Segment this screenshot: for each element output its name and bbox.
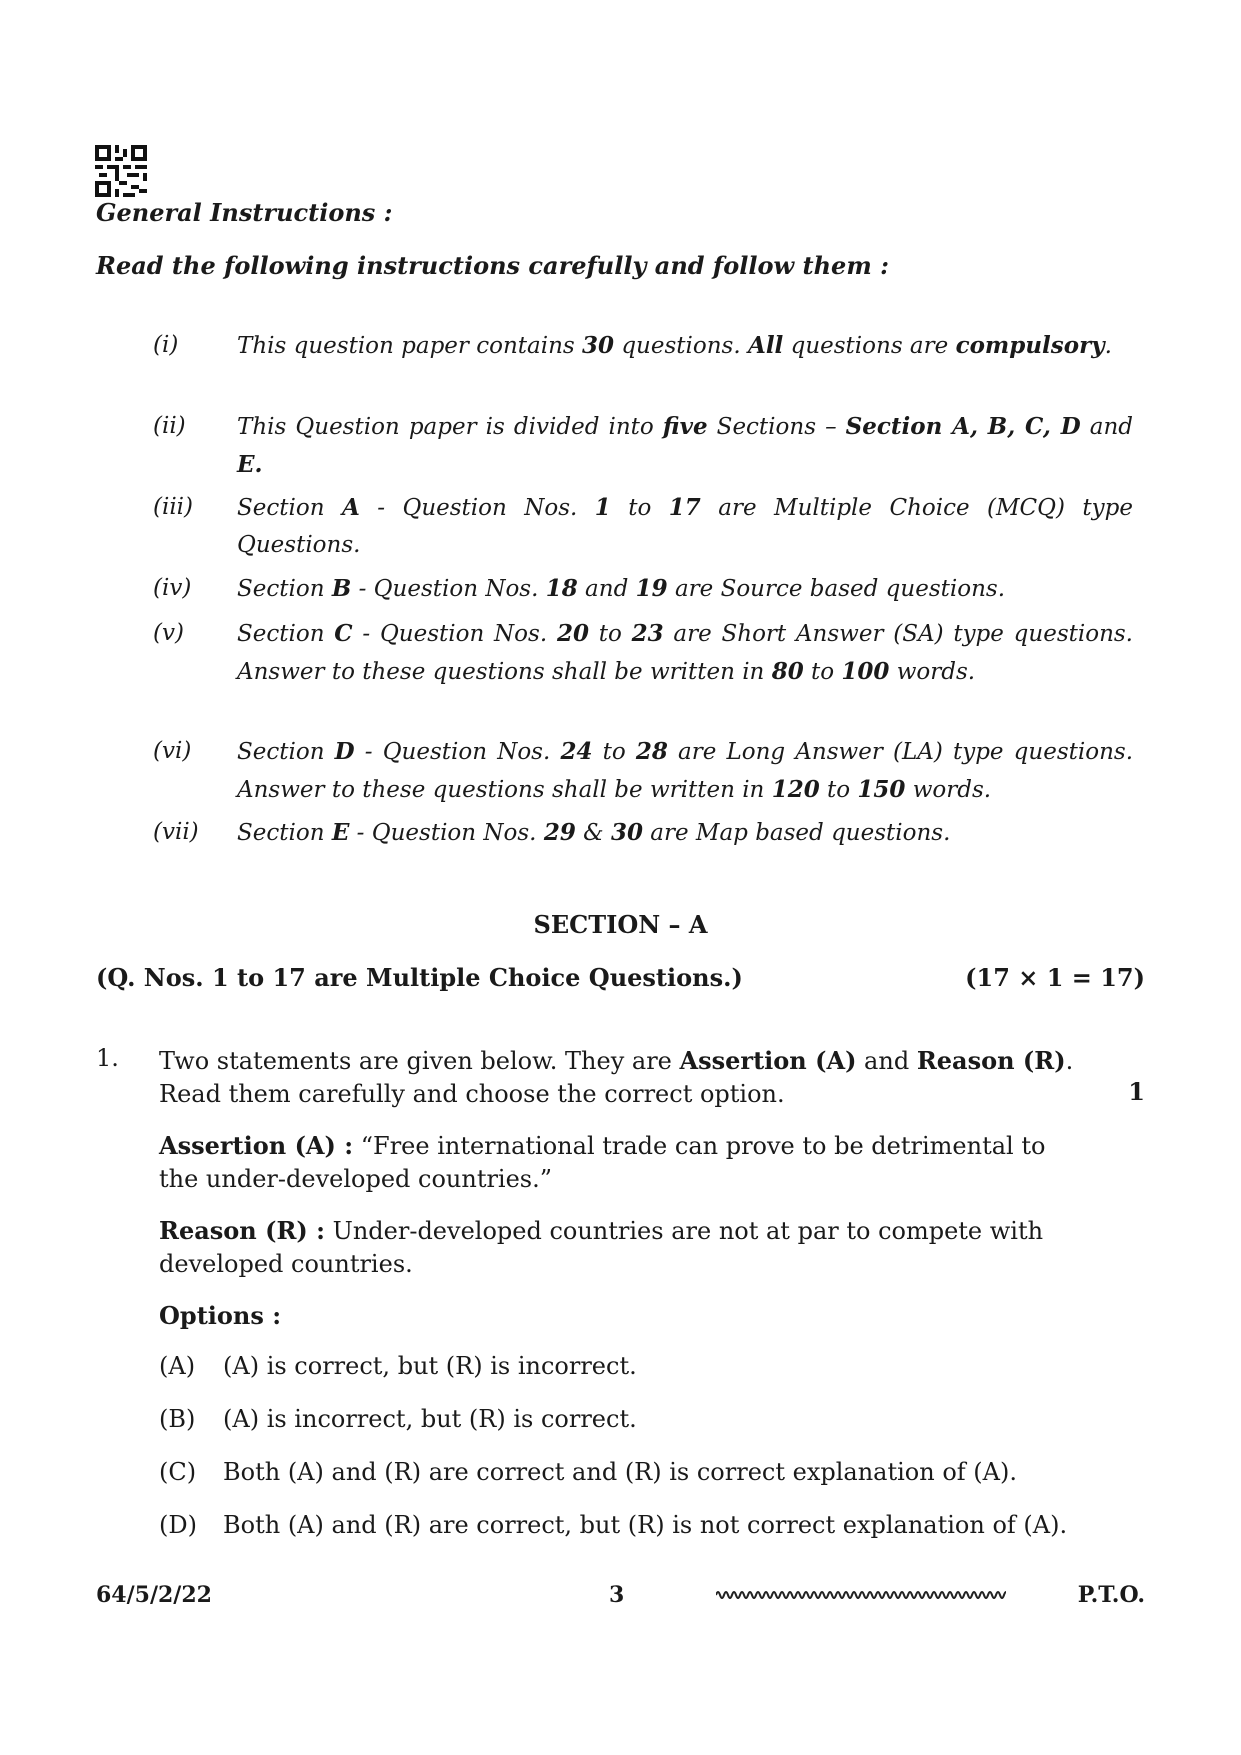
option-letter: (D) (159, 1511, 197, 1539)
text-run: are Source based questions. (667, 576, 1006, 602)
option-text: Both (A) and (R) are correct, but (R) is not correct explanation of (A). (223, 1511, 1068, 1539)
bold-text: 100 (841, 658, 890, 685)
text-run: Sections – (707, 414, 846, 440)
bold-text: B (331, 575, 352, 602)
text-run: - Question Nos. (349, 820, 544, 846)
option-text: (A) is correct, but (R) is incorrect. (223, 1352, 637, 1380)
text-run: questions are (783, 333, 956, 359)
bold-text: compulsory (955, 332, 1105, 359)
text-run: to (610, 495, 669, 521)
instruction-item (153, 327, 1133, 365)
text-run: . Read them carefully and choose the correct option. (159, 1047, 1074, 1108)
qr-code-icon (95, 145, 147, 197)
instruction-text (237, 327, 1133, 365)
section-marks: (17 × 1 = 17) (965, 963, 1145, 992)
text-run: are Long Answer (LA) type questions. Answer to these questions shall be written in (237, 739, 1134, 803)
assertion (159, 1129, 1089, 1196)
bold-text: C (334, 620, 353, 647)
bold-text: 23 (631, 620, 664, 647)
reason (159, 1214, 1089, 1281)
bold-text: A (341, 494, 360, 521)
instruction-number: (iv) (153, 575, 192, 601)
bold-text: five (662, 413, 708, 440)
text-run: Section (237, 576, 332, 602)
instruction-number: (i) (153, 332, 179, 358)
instruction-item (153, 408, 1133, 484)
bold-text: 17 (668, 494, 701, 521)
instruction-item (153, 814, 1133, 852)
text-run: Section (237, 495, 342, 521)
bold-text: 30 (582, 332, 615, 359)
text-run: Two statements are given below. They are (159, 1047, 680, 1075)
bold-text: Reason (R) (916, 1046, 1066, 1075)
text-run: are Short Answer (SA) type questions. Answer to these questions shall be written in (237, 621, 1133, 685)
option-c (159, 1458, 1017, 1486)
instruction-item (153, 570, 1133, 608)
question-marks: 1 (1128, 1077, 1145, 1106)
bold-text: 18 (545, 575, 578, 602)
bold-text: E. (237, 451, 263, 478)
instruction-text (237, 408, 1133, 484)
instruction-item (153, 615, 1133, 691)
bold-text: 29 (543, 819, 576, 846)
text-run: & (575, 820, 611, 846)
text-run: words. (905, 777, 992, 803)
bold-text: 20 (556, 620, 589, 647)
bold-text: 1 (594, 494, 611, 521)
bold-text: 19 (635, 575, 668, 602)
section-title: SECTION – A (533, 910, 708, 939)
instruction-item (153, 733, 1133, 809)
instruction-number: (iii) (153, 494, 194, 520)
text-run: and (856, 1047, 917, 1075)
bold-text: Section A, B, C, D (845, 413, 1081, 440)
bold-text: Assertion (A) (679, 1046, 857, 1075)
assertion-text: “Free international trade can prove to be detrimental to the under-developed countries.” (159, 1132, 1046, 1193)
options-label: Options : (159, 1301, 282, 1330)
instruction-text (237, 733, 1133, 809)
option-b (159, 1405, 637, 1433)
text-run: This Question paper is divided into (237, 414, 663, 440)
general-instructions-heading: General Instructions : (96, 198, 393, 227)
option-d (159, 1511, 1067, 1539)
section-note: (Q. Nos. 1 to 17 are Multiple Choice Questions.) (96, 963, 743, 992)
page-number: 3 (609, 1582, 625, 1608)
option-letter: (B) (159, 1405, 196, 1433)
text-run: are Multiple Choice (MCQ) type Questions. (237, 495, 1133, 558)
text-run: - Question Nos. (359, 495, 595, 521)
assertion-label: Assertion (A) : (159, 1131, 354, 1160)
text-run: questions. (614, 333, 748, 359)
bold-text: D (334, 738, 355, 765)
text-run: to (588, 621, 632, 647)
bold-text: 120 (771, 776, 820, 803)
bold-text: 80 (771, 658, 804, 685)
text-run: to (803, 659, 842, 685)
bold-text: 150 (857, 776, 906, 803)
text-run: and (1080, 414, 1133, 440)
option-a (159, 1352, 637, 1380)
text-run: to (592, 739, 636, 765)
option-text: (A) is incorrect, but (R) is correct. (223, 1405, 637, 1433)
question-number: 1. (96, 1044, 119, 1072)
instruction-number: (v) (153, 620, 184, 646)
text-run: and (577, 576, 636, 602)
text-run: Section (237, 820, 332, 846)
paper-code: 64/5/2/22 (96, 1582, 212, 1608)
wavy-line-icon (716, 1586, 1006, 1604)
bold-text: 30 (610, 819, 643, 846)
option-letter: (C) (159, 1458, 197, 1486)
text-run: Section (237, 739, 335, 765)
bold-text: 24 (560, 738, 593, 765)
text-run: words. (889, 659, 976, 685)
bold-text: All (747, 332, 784, 359)
instruction-text (237, 814, 1133, 852)
instructions-subheading: Read the following instructions carefully and follow them : (96, 251, 889, 280)
text-run: - Question Nos. (354, 739, 561, 765)
text-run: are Map based questions. (642, 820, 951, 846)
option-text: Both (A) and (R) are correct and (R) is correct explanation of (A). (223, 1458, 1017, 1486)
question-intro (159, 1044, 1089, 1111)
instruction-number: (vii) (153, 819, 199, 845)
text-run: Section (237, 621, 335, 647)
instruction-text (237, 489, 1133, 564)
text-run: - Question Nos. (352, 621, 557, 647)
text-run: to (819, 777, 858, 803)
text-run: This question paper contains (237, 333, 582, 359)
reason-label: Reason (R) : (159, 1216, 325, 1245)
instruction-text (237, 570, 1133, 608)
reason-text: Under-developed countries are not at par to compete with developed countries. (159, 1217, 1044, 1278)
instruction-text (237, 615, 1133, 691)
text-run: - Question Nos. (351, 576, 546, 602)
instruction-number: (ii) (153, 413, 186, 439)
text-run: . (1104, 333, 1112, 359)
instruction-number: (vi) (153, 738, 192, 764)
bold-text: E (331, 819, 350, 846)
instruction-item (153, 489, 1133, 564)
option-letter: (A) (159, 1352, 196, 1380)
bold-text: 28 (635, 738, 668, 765)
pto-label: P.T.O. (1077, 1582, 1145, 1608)
